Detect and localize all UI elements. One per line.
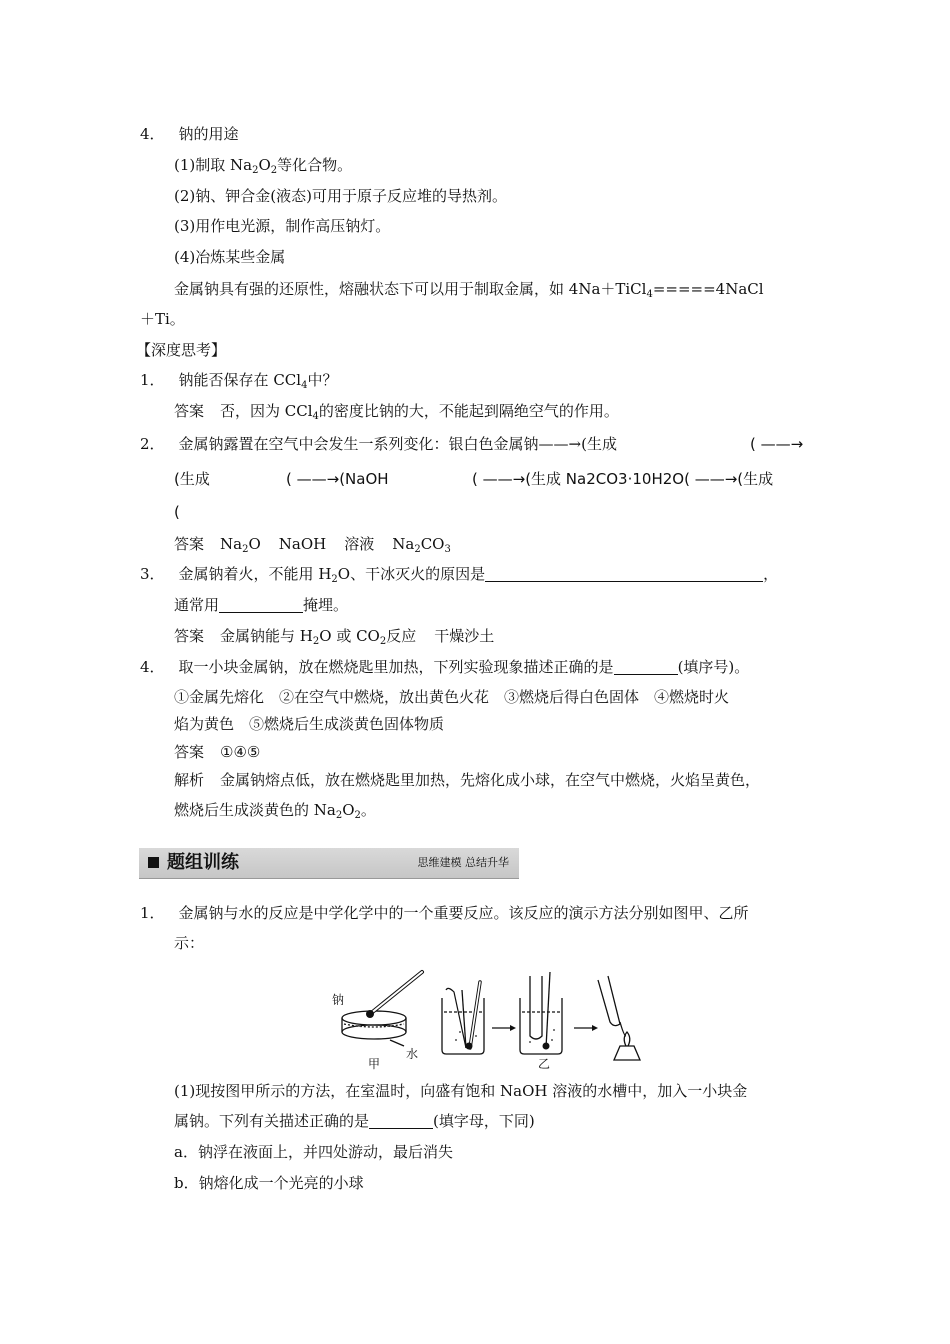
explanation-4-cont — [174, 800, 376, 820]
text: 金属钠着火，不能用 H — [178, 565, 332, 583]
subscript: 2 — [270, 165, 278, 176]
section-title: 钠的用途 — [178, 125, 239, 143]
use-item-1 — [174, 155, 352, 175]
subscript: 3 — [444, 544, 451, 555]
text: 等化合物。 — [277, 156, 353, 174]
subscript: 4 — [646, 289, 653, 300]
deep-thinking-title: 【深度思考】 — [136, 341, 227, 359]
answer-2 — [174, 534, 451, 554]
text: NaOH — [278, 535, 327, 553]
question-number: 3． — [140, 565, 165, 583]
water-label: 水 — [406, 1047, 419, 1061]
question-4 — [140, 657, 749, 677]
question-number: 2． — [140, 435, 165, 453]
text: 金属钠具有强的还原性，熔融状态下可以用于制取金属，如 4Na＋TiCl — [174, 280, 647, 298]
text: 干燥沙土 — [434, 627, 495, 645]
explanation-4 — [174, 770, 760, 790]
subscript: 2 — [335, 810, 343, 821]
question-4-options: ①金属先熔化 ②在空气中燃烧，放出黄色火花 ③燃烧后得白色固体 ④燃烧时火 — [174, 688, 730, 706]
subscript: 2 — [312, 636, 320, 647]
answer-blank — [219, 596, 303, 613]
question-number: 4． — [140, 658, 165, 676]
text: ①④⑤ — [220, 743, 261, 761]
answer-1 — [174, 401, 619, 421]
subscript: 4 — [312, 411, 319, 422]
text: CO — [420, 535, 445, 553]
answer-label: 答案 — [174, 627, 205, 645]
text: 取一小块金属钠，放在燃烧匙里加热，下列实验现象描述正确的是 — [178, 658, 614, 676]
text: 否，因为 CCl — [220, 402, 313, 420]
question-2-text: ( ——→(生成 Na2CO3·10H2O( ——→(生成 — [472, 470, 774, 488]
section-heading — [140, 124, 239, 144]
text: (填字母，下同) — [433, 1112, 535, 1130]
sodium-label: 钠 — [332, 993, 345, 1007]
text: (1)制取 Na — [174, 156, 253, 174]
banner-subtitle: 思维建模 总结升华 — [417, 856, 509, 869]
question-2-text: ( ——→ — [750, 435, 804, 453]
section-banner — [139, 848, 519, 879]
question-3-cont — [174, 595, 348, 615]
answer-label: 答案 — [174, 402, 205, 420]
square-bullet-icon — [148, 857, 159, 868]
text: O、干冰灭火的原因是 — [337, 565, 486, 583]
text: 属钠。下列有关描述正确的是 — [174, 1112, 370, 1130]
use-item-4: (4)冶炼某些金属 — [174, 248, 286, 266]
answer-label: 答案 — [174, 535, 205, 553]
text: 溶液 — [344, 535, 375, 553]
subscript: 2 — [331, 574, 338, 585]
use-item-5-cont: ＋Ti。 — [140, 310, 185, 328]
banner-title: 题组训练 — [167, 852, 239, 873]
text: 金属钠露置在空气中会发生一系列变化：银白色金属钠——→(生成 — [178, 435, 617, 453]
answer-blank — [614, 658, 678, 675]
question-4-options: 焰为黄色 ⑤燃烧后生成淡黄色固体物质 — [174, 715, 445, 733]
use-item-5 — [174, 279, 764, 299]
text: 金属钠与水的反应是中学化学中的一个重要反应。该反应的演示方法分别如图甲、乙所 — [178, 904, 749, 922]
section-number: 4． — [140, 125, 165, 143]
text: 的密度比钠的大，不能起到隔绝空气的作用。 — [318, 402, 619, 420]
text: 反应 — [386, 627, 417, 645]
text: 中？ — [307, 371, 338, 389]
text: 金属钠能与 H — [220, 627, 313, 645]
part-1-text-cont — [174, 1111, 535, 1131]
answer-label: 答案 — [174, 743, 205, 761]
text: 钠能否保存在 CCl — [178, 371, 302, 389]
figure-yi-label: 乙 — [538, 1057, 551, 1071]
explanation-label: 解析 — [174, 771, 205, 789]
text: 通常用 — [174, 596, 220, 614]
question-2-text: ( ——→(NaOH — [286, 470, 389, 488]
text: 。 — [360, 801, 376, 819]
exercise-question-1 — [140, 903, 749, 923]
figure-jia-label: 甲 — [368, 1057, 381, 1071]
answer-4 — [174, 742, 260, 762]
part-1-text: (1)现按图甲所示的方法，在室温时，向盛有饱和 NaOH 溶液的水槽中，加入一小块金 — [174, 1082, 748, 1100]
use-item-3: (3)用作电光源，制作高压钠灯。 — [174, 217, 391, 235]
question-2-text: (生成 — [174, 470, 210, 488]
text: (填序号)。 — [677, 658, 750, 676]
question-number: 1． — [140, 904, 165, 922]
use-item-2: (2)钠、钾合金(液态)可用于原子反应堆的导热剂。 — [174, 187, 507, 205]
text: ， — [763, 565, 779, 583]
question-2 — [140, 434, 617, 454]
subscript: 2 — [354, 810, 361, 821]
answer-blank — [485, 565, 763, 582]
text: O — [342, 801, 355, 819]
answer-blank — [369, 1112, 433, 1129]
subscript: 2 — [414, 544, 421, 555]
option-a: a．钠浮在液面上，并四处游动，最后消失 — [174, 1143, 453, 1161]
option-b: b．钠熔化成一个光亮的小球 — [174, 1174, 364, 1192]
subscript: 2 — [252, 165, 259, 176]
text: 金属钠熔点低，放在燃烧匙里加热，先熔化成小球，在空气中燃烧，火焰呈黄色， — [220, 771, 761, 789]
text: 掩埋。 — [303, 596, 349, 614]
question-number: 1． — [140, 371, 165, 389]
text: O — [248, 535, 261, 553]
experiment-figure — [330, 962, 660, 1074]
subscript: 4 — [301, 380, 308, 391]
answer-3 — [174, 626, 494, 646]
question-2-text: ( — [174, 503, 180, 521]
text: 燃烧后生成淡黄色的 Na — [174, 801, 336, 819]
question-1 — [140, 370, 337, 390]
subscript: 2 — [379, 636, 387, 647]
text: O 或 CO — [319, 627, 380, 645]
text: Na — [392, 535, 415, 553]
question-3 — [140, 564, 778, 584]
exercise-question-1-cont: 示： — [174, 934, 205, 952]
text: =====4NaCl — [652, 280, 764, 298]
text: Na — [220, 535, 243, 553]
subscript: 2 — [242, 544, 249, 555]
text: O — [258, 156, 271, 174]
